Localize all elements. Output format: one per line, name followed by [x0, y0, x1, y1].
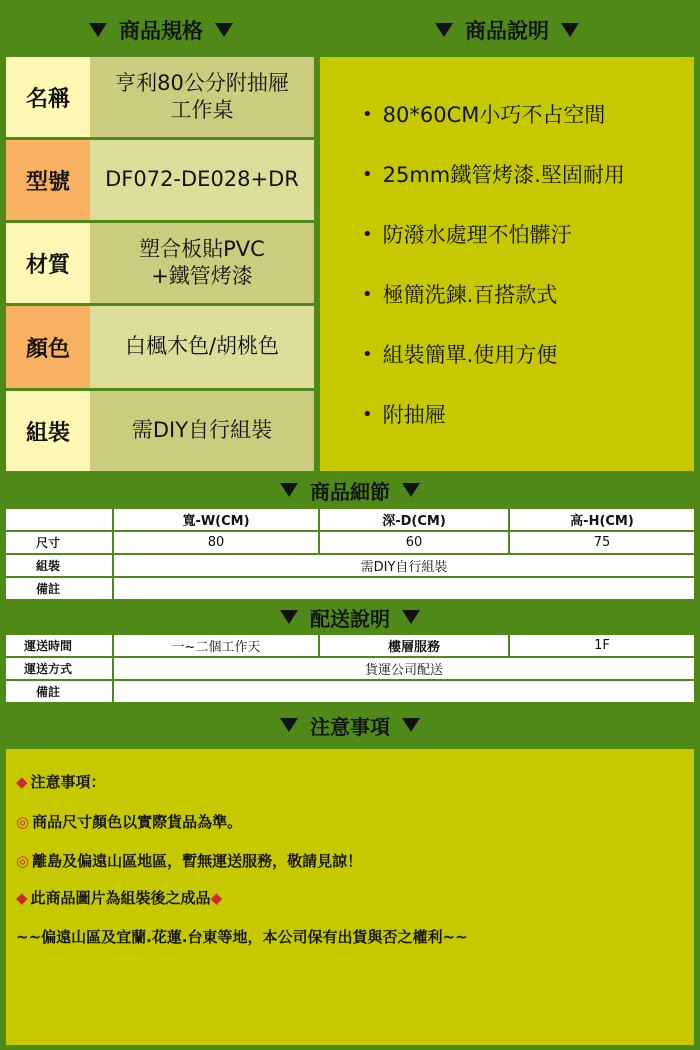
description-text: 附抽屜	[382, 403, 446, 427]
row-label-size: 尺寸	[6, 532, 114, 553]
bullet-icon: •	[362, 343, 373, 365]
row-label-shipping-method: 運送方式	[6, 658, 114, 679]
table-row	[6, 578, 694, 599]
notice-item	[16, 811, 242, 832]
notice-text: 偏遠山區及宜蘭.花蓮.台東等地，本公司保有出貨與否之權利~~	[41, 928, 468, 946]
description-item	[362, 399, 446, 429]
notice-text: 離島及偏遠山區地區，暫無運送服務，敬請見諒！	[32, 852, 363, 870]
bullet-icon: •	[362, 163, 373, 185]
shipping-header-title: 配送說明	[310, 606, 390, 631]
size-height: 75	[510, 532, 694, 553]
column-header-width: 寬-W(CM)	[114, 509, 320, 530]
row-label-shipping-remark: 備註	[6, 681, 114, 702]
triangle-down-icon	[402, 610, 420, 624]
description-panel	[320, 57, 694, 471]
column-header-depth: 深-D(CM)	[320, 509, 510, 530]
table-cell-empty	[6, 509, 114, 530]
spec-value-material	[90, 223, 314, 303]
triangle-down-icon	[561, 23, 579, 37]
spec-label-material: 材質	[6, 223, 90, 303]
spec-value-line: +鐵管烤漆	[151, 264, 253, 288]
triangle-down-icon	[280, 610, 298, 624]
size-width: 80	[114, 532, 320, 553]
description-item	[362, 99, 605, 129]
shipping-remark-value	[114, 681, 694, 702]
description-text: 25mm鐵管烤漆.堅固耐用	[382, 163, 625, 187]
bullseye-icon: ◎	[16, 851, 30, 870]
description-item	[362, 279, 557, 309]
triangle-down-icon	[435, 23, 453, 37]
spec-value-assembly: 需DIY自行組裝	[90, 391, 314, 471]
spec-label-color: 顏色	[6, 306, 90, 388]
spec-header	[6, 6, 316, 54]
spec-value-line: 塑合板貼PVC	[139, 236, 265, 261]
description-item	[362, 339, 557, 369]
triangle-down-icon	[280, 718, 298, 732]
details-header-title: 商品細節	[310, 479, 390, 504]
tilde-mark: ~~	[16, 927, 42, 946]
bullet-icon: •	[362, 103, 373, 125]
table-row	[6, 555, 694, 576]
notice-item	[16, 887, 225, 908]
spec-value-color: 白楓木色/胡桃色	[90, 306, 314, 388]
description-text: 80*60CM小巧不占空間	[382, 103, 606, 127]
assembly-value: 需DIY自行組裝	[114, 555, 694, 576]
triangle-down-icon	[402, 718, 420, 732]
notice-header	[6, 705, 694, 745]
diamond-icon: ◆	[210, 888, 223, 907]
floor-service-label: 樓層服務	[320, 635, 510, 656]
row-label-assembly: 組裝	[6, 555, 114, 576]
table-row	[6, 509, 694, 530]
bullet-icon: •	[362, 283, 373, 305]
remark-value	[114, 578, 694, 599]
shipping-header	[6, 602, 694, 632]
notice-text: 注意事項：	[30, 773, 106, 791]
details-header	[6, 474, 694, 506]
description-item	[362, 159, 625, 189]
triangle-down-icon	[89, 23, 107, 37]
notice-text: 此商品圖片為組裝後之成品	[30, 889, 211, 907]
row-label-shipping-time: 運送時間	[6, 635, 114, 656]
triangle-down-icon	[280, 483, 298, 497]
table-row	[6, 635, 694, 656]
diamond-icon: ◆	[16, 888, 28, 907]
spec-value-line: 工作桌	[170, 98, 234, 122]
description-header	[320, 6, 694, 54]
shipping-time-value: 一~二個工作天	[114, 635, 320, 656]
table-row	[6, 658, 694, 679]
description-text: 極簡洗鍊.百搭款式	[382, 283, 558, 307]
notice-text: 商品尺寸顏色以實際貨品為準。	[32, 813, 243, 831]
spec-value-name	[90, 57, 314, 137]
bullet-icon: •	[362, 403, 373, 425]
notice-item	[16, 926, 468, 947]
shipping-method-value: 貨運公司配送	[114, 658, 694, 679]
notice-item	[16, 771, 106, 792]
spec-label-name: 名稱	[6, 57, 90, 137]
spec-value-model: DF072-DE028+DR	[90, 140, 314, 220]
bullseye-icon: ◎	[16, 812, 30, 831]
size-depth: 60	[320, 532, 510, 553]
notice-panel	[6, 749, 694, 1045]
diamond-icon: ◆	[16, 772, 28, 791]
notice-item	[16, 850, 362, 871]
spec-label-model: 型號	[6, 140, 90, 220]
description-text: 組裝簡單.使用方便	[382, 343, 558, 367]
description-item	[362, 219, 572, 249]
spec-value-line: 亨利80公分附抽屜	[115, 70, 289, 95]
column-header-height: 高-H(CM)	[510, 509, 694, 530]
table-row	[6, 532, 694, 553]
notice-header-title: 注意事項	[310, 714, 390, 739]
floor-service-value: 1F	[510, 635, 694, 656]
description-text: 防潑水處理不怕髒汙	[382, 223, 572, 247]
spec-header-title: 商品規格	[119, 19, 203, 43]
spec-label-assembly: 組裝	[6, 391, 90, 471]
triangle-down-icon	[215, 23, 233, 37]
bullet-icon: •	[362, 223, 373, 245]
table-row	[6, 681, 694, 702]
row-label-remark: 備註	[6, 578, 114, 599]
triangle-down-icon	[402, 483, 420, 497]
description-header-title: 商品說明	[465, 19, 549, 43]
